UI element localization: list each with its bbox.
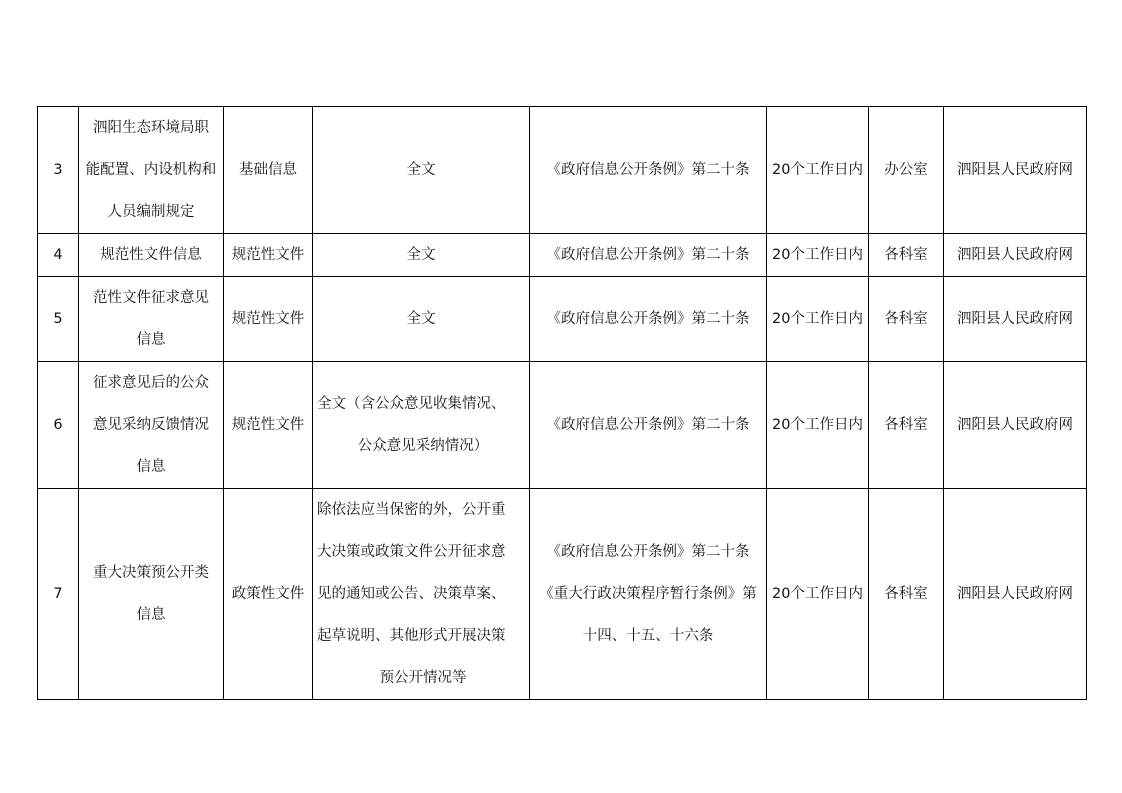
time-limit: 20个工作日内 <box>767 277 869 362</box>
channel: 泗阳县人民政府网 <box>944 107 1087 234</box>
row-number: 3 <box>38 107 79 234</box>
channel: 泗阳县人民政府网 <box>944 277 1087 362</box>
legal-basis: 《政府信息公开条例》第二十条 《重大行政决策程序暂行条例》第 十四、十五、十六条 <box>530 489 767 700</box>
legal-basis: 《政府信息公开条例》第二十条 <box>530 277 767 362</box>
legal-basis: 《政府信息公开条例》第二十条 <box>530 107 767 234</box>
category: 规范性文件 <box>224 362 313 489</box>
row-number: 7 <box>38 489 79 700</box>
category: 政策性文件 <box>224 489 313 700</box>
category: 规范性文件 <box>224 277 313 362</box>
department: 办公室 <box>869 107 944 234</box>
item-name: 重大决策预公开类 信息 <box>79 489 224 700</box>
table-row <box>38 362 1087 489</box>
channel: 泗阳县人民政府网 <box>944 362 1087 489</box>
department: 各科室 <box>869 489 944 700</box>
time-limit: 20个工作日内 <box>767 107 869 234</box>
department: 各科室 <box>869 362 944 489</box>
legal-basis: 《政府信息公开条例》第二十条 <box>530 234 767 277</box>
table-row <box>38 107 1087 234</box>
time-limit: 20个工作日内 <box>767 362 869 489</box>
legal-basis: 《政府信息公开条例》第二十条 <box>530 362 767 489</box>
item-name: 规范性文件信息 <box>79 234 224 277</box>
item-name: 范性文件征求意见 信息 <box>79 277 224 362</box>
row-number: 6 <box>38 362 79 489</box>
disclosure-content: 全文（含公众意见收集情况、 公众意见采纳情况） <box>313 362 530 489</box>
department: 各科室 <box>869 234 944 277</box>
disclosure-table <box>37 106 1087 700</box>
department: 各科室 <box>869 277 944 362</box>
channel: 泗阳县人民政府网 <box>944 489 1087 700</box>
table-row <box>38 489 1087 700</box>
item-name: 征求意见后的公众 意见采纳反馈情况 信息 <box>79 362 224 489</box>
disclosure-content: 全文 <box>313 107 530 234</box>
table-row <box>38 234 1087 277</box>
disclosure-content: 全文 <box>313 277 530 362</box>
time-limit: 20个工作日内 <box>767 489 869 700</box>
time-limit: 20个工作日内 <box>767 234 869 277</box>
category: 基础信息 <box>224 107 313 234</box>
row-number: 4 <box>38 234 79 277</box>
disclosure-content: 除依法应当保密的外，公开重 大决策或政策文件公开征求意 见的通知或公告、决策草案、 起草说明、其他形式开展决策 预公开情况等 <box>313 489 530 700</box>
table-row <box>38 277 1087 362</box>
disclosure-content: 全文 <box>313 234 530 277</box>
row-number: 5 <box>38 277 79 362</box>
item-name: 泗阳生态环境局职 能配置、内设机构和 人员编制规定 <box>79 107 224 234</box>
category: 规范性文件 <box>224 234 313 277</box>
channel: 泗阳县人民政府网 <box>944 234 1087 277</box>
